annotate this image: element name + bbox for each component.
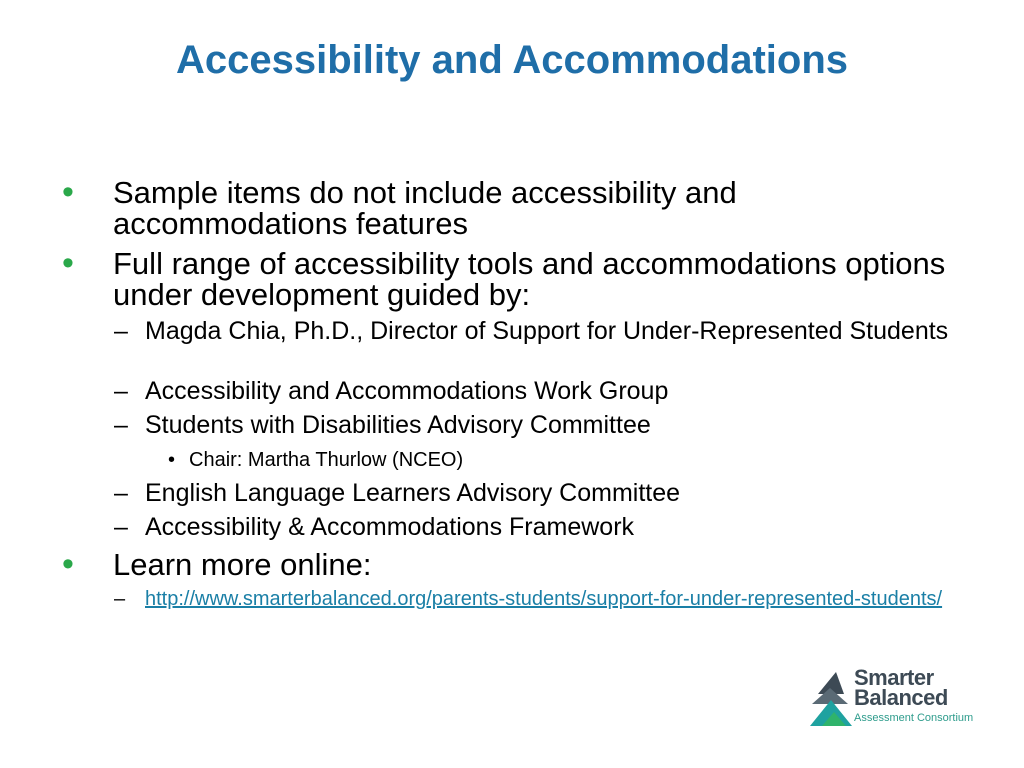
bullet-marker: • bbox=[62, 244, 74, 282]
bullet-item bbox=[62, 545, 962, 583]
resource-link[interactable]: http://www.smarterbalanced.org/parents-students/support-for-under-represented-students/ bbox=[145, 588, 943, 610]
sub-bullet-text: Accessibility and Accommodations Work Group bbox=[145, 377, 669, 405]
logo-wordmark bbox=[854, 665, 948, 710]
dash-marker: – bbox=[114, 317, 128, 345]
bullet-marker: • bbox=[62, 545, 74, 583]
bullet-text: Sample items do not include accessibility and accommodations features bbox=[113, 175, 737, 241]
sub-bullet-item bbox=[114, 378, 974, 404]
sub-bullet-text: English Language Learners Advisory Committee bbox=[145, 479, 681, 507]
dash-marker: – bbox=[114, 513, 128, 541]
smarter-balanced-logo bbox=[810, 665, 990, 730]
slide-title: Accessibility and Accommodations bbox=[175, 38, 849, 82]
sub-sub-bullet-text: Chair: Martha Thurlow (NCEO) bbox=[189, 449, 464, 471]
sub-bullet-item bbox=[114, 318, 974, 344]
dash-marker: – bbox=[114, 377, 128, 405]
bullet-text: Learn more online: bbox=[113, 547, 372, 582]
bullet-marker: • bbox=[168, 449, 176, 471]
sub-bullet-item bbox=[114, 514, 974, 540]
bullet-item bbox=[62, 244, 962, 312]
dash-marker: – bbox=[114, 588, 126, 610]
logo-line-1: Smarter bbox=[854, 665, 934, 690]
bullet-text: Full range of accessibility tools and accommodations options under development guided by: bbox=[113, 246, 946, 312]
sub-bullet-item bbox=[114, 412, 974, 438]
logo-line-2: Balanced bbox=[854, 685, 948, 710]
bullet-item bbox=[62, 173, 962, 241]
bullet-marker: • bbox=[62, 173, 74, 211]
logo-tagline: Assessment Consortium bbox=[854, 712, 974, 724]
triangle-logo-icon bbox=[810, 672, 852, 726]
sub-bullet-text: Magda Chia, Ph.D., Director of Support for Under-Represented Students bbox=[145, 317, 949, 345]
dash-marker: – bbox=[114, 479, 128, 507]
dash-marker: – bbox=[114, 411, 128, 439]
sub-bullet-item bbox=[114, 589, 974, 609]
sub-sub-bullet-item bbox=[168, 449, 868, 471]
sub-bullet-text: Accessibility & Accommodations Framework bbox=[145, 513, 635, 541]
sub-bullet-text: Students with Disabilities Advisory Committee bbox=[145, 411, 651, 439]
sub-bullet-item bbox=[114, 480, 974, 506]
